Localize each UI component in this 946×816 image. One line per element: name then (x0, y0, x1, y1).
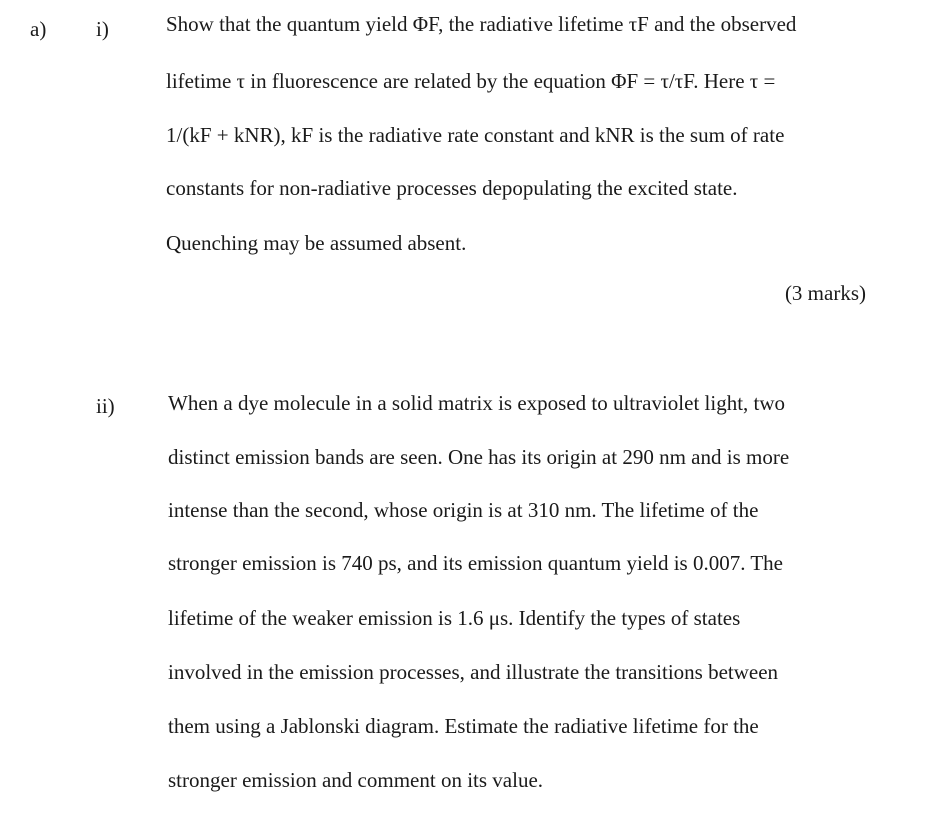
question-i-line-1: Show that the quantum yield ΦF, the radiative lifetime τF and the observed (166, 12, 797, 36)
question-i-line-2: lifetime τ in fluorescence are related by the equation ΦF = τ/τF. Here τ = (166, 69, 776, 93)
question-ii-line-8: stronger emission and comment on its value. (168, 768, 544, 792)
question-ii-line-6: involved in the emission processes, and illustrate the transitions between (168, 660, 779, 684)
question-ii-line-3: intense than the second, whose origin is at 310 nm. The lifetime of the (168, 498, 759, 522)
question-i-line-3: 1/(kF + kNR), kF is the radiative rate constant and kNR is the sum of rate (166, 123, 785, 147)
question-ii-label: ii) (96, 394, 115, 418)
question-ii-line-7: them using a Jablonski diagram. Estimate the radiative lifetime for the (168, 714, 759, 738)
question-i-label: i) (96, 17, 109, 41)
question-ii-line-2: distinct emission bands are seen. One has its origin at 290 nm and is more (168, 445, 790, 469)
question-ii-line-1: When a dye molecule in a solid matrix is exposed to ultraviolet light, two (168, 391, 786, 415)
question-i-line-5: Quenching may be assumed absent. (166, 231, 467, 255)
part-label: a) (30, 17, 47, 41)
question-i-marks: (3 marks) (784, 281, 866, 305)
question-i-line-4: constants for non-radiative processes depopulating the excited state. (166, 176, 738, 200)
question-ii-line-5: lifetime of the weaker emission is 1.6 μs. Identify the types of states (168, 606, 741, 630)
question-ii-line-4: stronger emission is 740 ps, and its emission quantum yield is 0.007. The (168, 551, 783, 575)
